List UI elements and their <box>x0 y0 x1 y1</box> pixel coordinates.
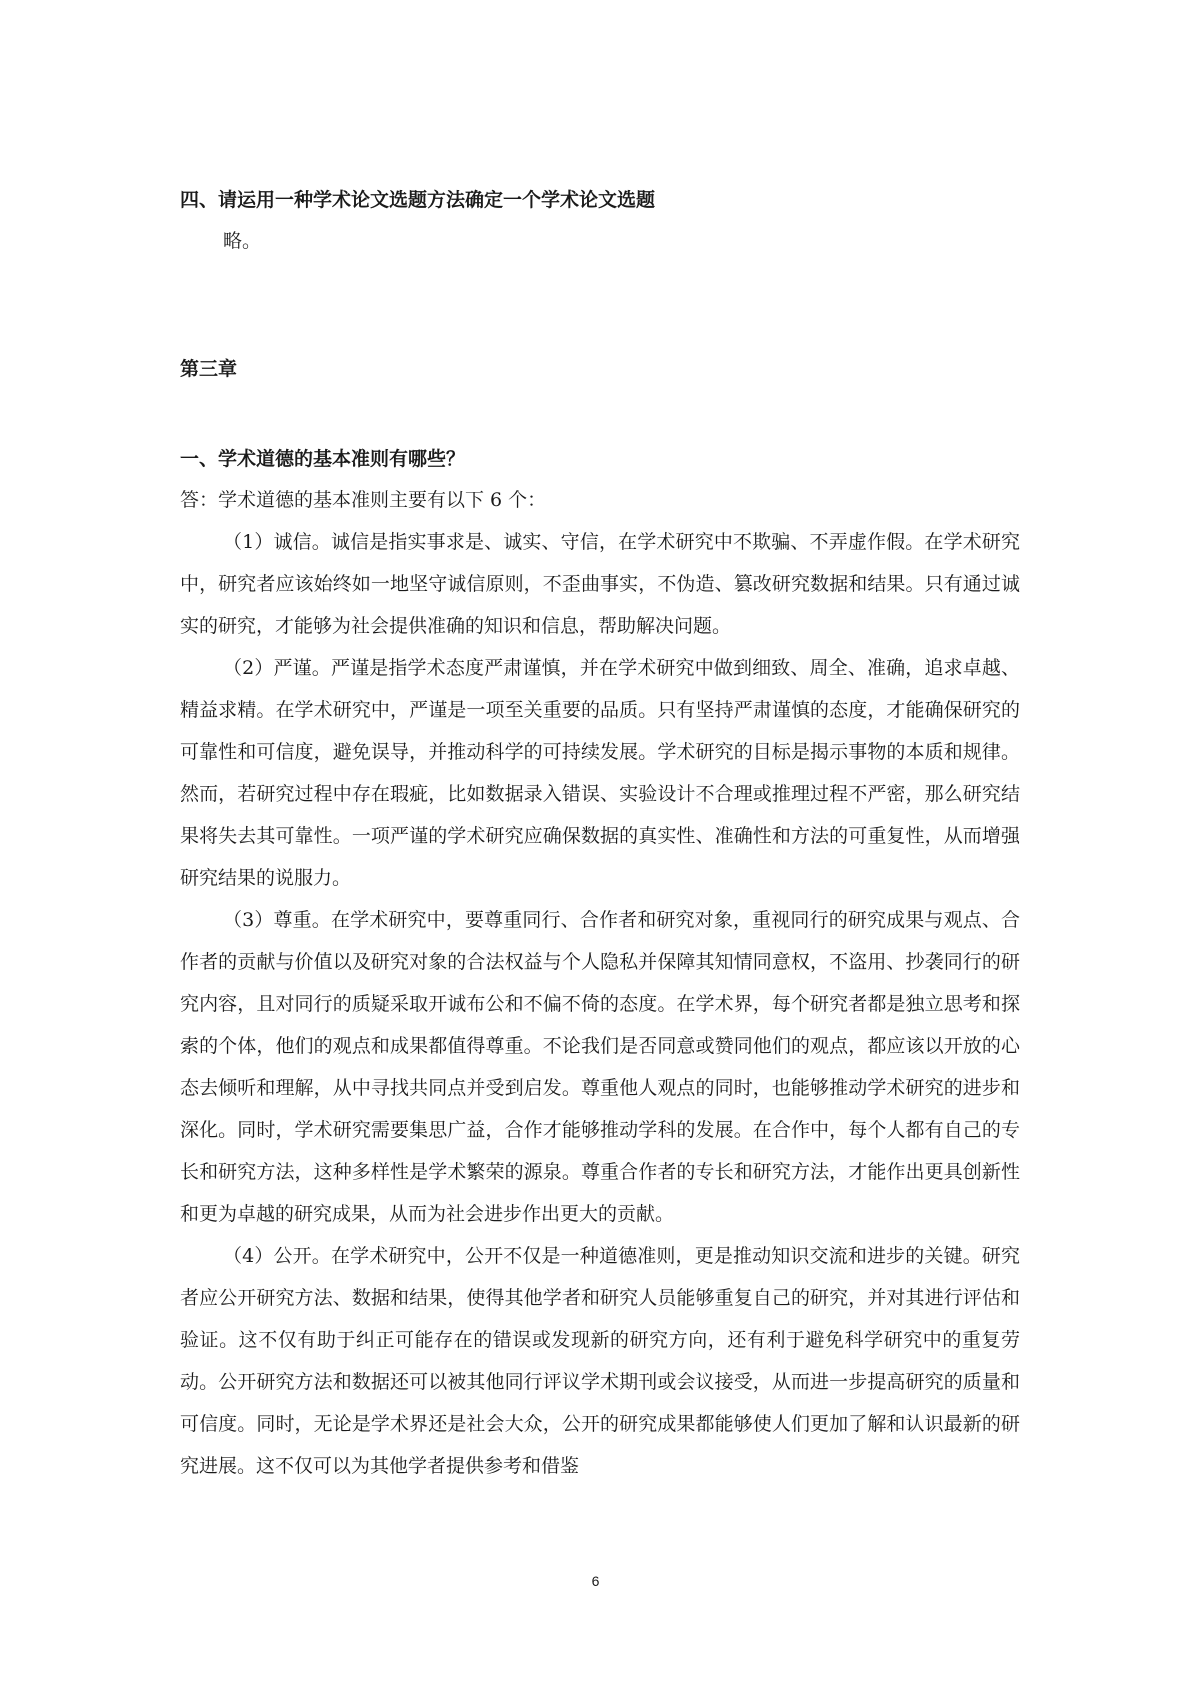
page-number: 6 <box>591 1573 600 1589</box>
principle-paragraph-rigor: （2）严谨。严谨是指学术态度严肃谨慎，并在学术研究中做到细致、周全、准确，追求卓越、精益求精。在学术研究中，严谨是一项至关重要的品质。只有坚持严肃谨慎的态度，才能确保研究的可靠性和可信度，避免误导，并推动科学的可持续发展。学术研究的目标是揭示事物的本质和规律。然而，若研究过程中存在瑕疵，比如数据录入错误、实验设计不合理或推理过程不严密，那么研究结果将失去其可靠性。一项严谨的学术研究应确保数据的真实性、准确性和方法的可重复性，从而增强研究结果的说服力。 <box>180 657 1020 889</box>
page-content <box>180 180 1020 1487</box>
section-body-text: 略。 <box>223 230 262 252</box>
answer-intro: 答：学术道德的基本准则主要有以下 6 个： <box>180 489 547 511</box>
principle-paragraph-integrity: （1）诚信。诚信是指实事求是、诚实、守信，在学术研究中不欺骗、不弄虚作假。在学术研究中，研究者应该始终如一地坚守诚信原则，不歪曲事实，不伪造、篡改研究数据和结果。只有通过诚实的研究，才能够为社会提供准确的知识和信息，帮助解决问题。 <box>180 531 1020 637</box>
principle-paragraph-respect: （3）尊重。在学术研究中，要尊重同行、合作者和研究对象，重视同行的研究成果与观点、合作者的贡献与价值以及研究对象的合法权益与个人隐私并保障其知情同意权，不盗用、抄袭同行的研究内容，且对同行的质疑采取开诚布公和不偏不倚的态度。在学术界，每个研究者都是独立思考和探索的个体，他们的观点和成果都值得尊重。不论我们是否同意或赞同他们的观点，都应该以开放的心态去倾听和理解，从中寻找共同点并受到启发。尊重他人观点的同时，也能够推动学术研究的进步和深化。同时，学术研究需要集思广益，合作才能够推动学科的发展。在合作中，每个人都有自己的专长和研究方法，这种多样性是学术繁荣的源泉。尊重合作者的专长和研究方法，才能作出更具创新性和更为卓越的研究成果，从而为社会进步作出更大的贡献。 <box>180 909 1020 1225</box>
chapter-title: 第三章 <box>180 358 238 380</box>
principle-paragraph-openness: （4）公开。在学术研究中，公开不仅是一种道德准则，更是推动知识交流和进步的关键。研究者应公开研究方法、数据和结果，使得其他学者和研究人员能够重复自己的研究，并对其进行评估和验证。这不仅有助于纠正可能存在的错误或发现新的研究方向，还有利于避免科学研究中的重复劳动。公开研究方法和数据还可以被其他同行评议学术期刊或会议接受，从而进一步提高研究的质量和可信度。同时，无论是学术界还是社会大众，公开的研究成果都能够使人们更加了解和认识最新的研究进展。这不仅可以为其他学者提供参考和借鉴 <box>180 1245 1020 1477</box>
section-heading: 四、请运用一种学术论文选题方法确定一个学术论文选题 <box>180 189 656 211</box>
question-heading: 一、学术道德的基本准则有哪些？ <box>180 448 466 470</box>
